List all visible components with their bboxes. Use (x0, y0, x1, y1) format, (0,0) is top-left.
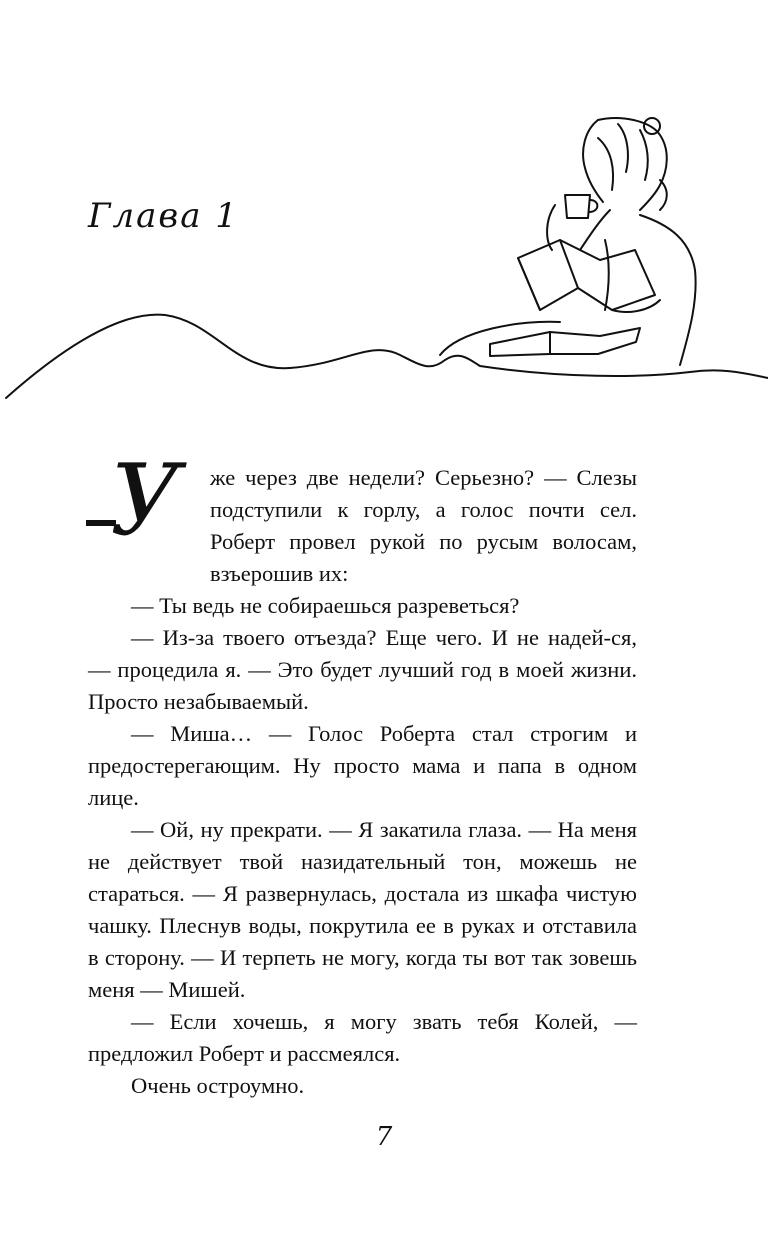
chapter-text (88, 444, 637, 1102)
paragraph: — Ой, ну прекрати. — Я закатила глаза. — На меня не действует твой назидательный тон, можешь не стараться. — Я развернулась, достала из шкафа чистую чашку. Плеснув воды, покрутила ее в руках и отставила в сторону. — И терпеть не могу, когда ты вот так зовешь меня — Мишей. (88, 817, 637, 1002)
paragraph: — Из-за твоего отъезда? Еще чего. И не надей-ся, — процедила я. — Это будет лучший год в моей жизни. Просто незабываемый. (88, 625, 637, 714)
paragraph: — Ты ведь не собираешься разреветься? (131, 593, 520, 618)
paragraph: Очень остроумно. (131, 1073, 305, 1098)
page-number: 7 (375, 1122, 393, 1152)
chapter-title: Глава 1 (88, 196, 239, 236)
paragraph: — Миша… — Голос Роберта стал строгим и предостерегающим. Ну просто мама и папа в одном лице. (88, 721, 637, 810)
paragraph: же через две недели? Серьезно? — Слезы подступили к горлу, а голос почти сел. Роберт провел рукой по русым волосам, взъерошив их: (210, 465, 637, 586)
chapter-illustration (0, 110, 768, 410)
paragraph: — Если хочешь, я могу звать тебя Колей, — предложил Роберт и рассмеялся. (88, 1009, 637, 1066)
dropcap (84, 444, 206, 562)
dropcap-letter: У (110, 444, 181, 558)
